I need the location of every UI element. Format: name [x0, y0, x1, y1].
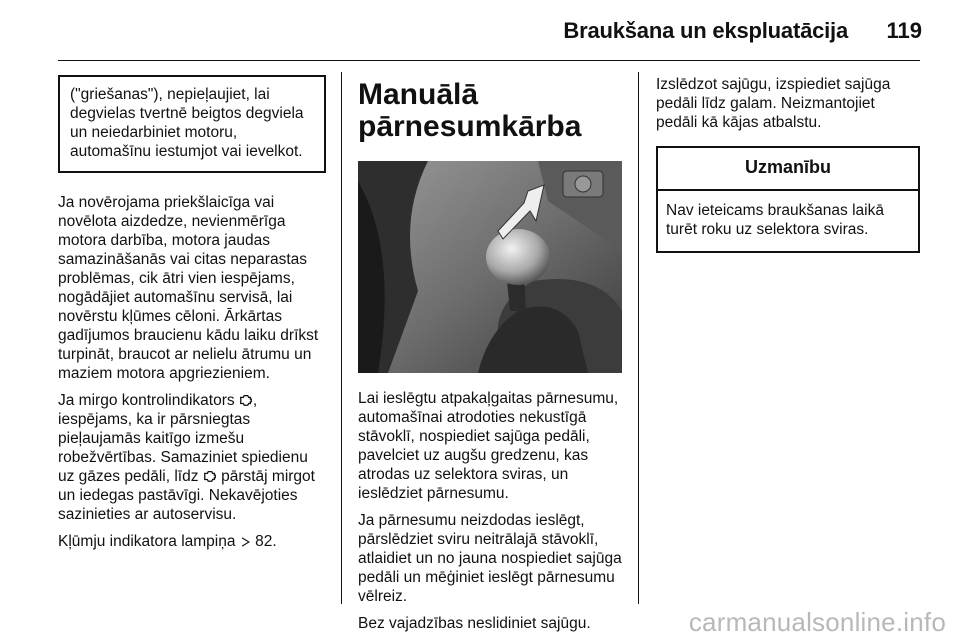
- page-header: [0, 0, 960, 62]
- engine-indicator-icon: [239, 393, 253, 407]
- reference-paragraph: Kļūmju indikatora lampiņa 82.: [58, 533, 277, 550]
- engine-indicator-icon: [203, 469, 217, 483]
- manual-gearbox-heading: Manuālā pārnesumkārba: [358, 78, 582, 143]
- column-3: [656, 75, 920, 253]
- header-divider: [58, 60, 920, 61]
- column-divider-2: [638, 72, 639, 604]
- warning-continuation-text: ("griešanas"), nepieļaujiet, lai degvielas tvertnē beigtos degviela un neiedarbiniet motoru, automašīnu iestumjot vai ievelkot.: [70, 86, 304, 160]
- page-reference-link[interactable]: 82.: [255, 533, 277, 550]
- reverse-gear-paragraph: Lai ieslēgtu atpakaļgaitas pārnesumu, automašīnai atrodoties nekustīgā stāvoklī, nospiediet sajūga pedāli, pavelciet uz augšu gredzenu, kas atrodas uz selektora sviras, un ieslēdziet pārnesumu.: [358, 390, 619, 502]
- gear-lever-illustration: [358, 161, 622, 373]
- warning-continuation-box: [58, 75, 326, 173]
- caution-box: [656, 146, 920, 253]
- page-reference-icon: [240, 536, 251, 548]
- column-2: [358, 75, 624, 641]
- indicator-paragraph: Ja mirgo kontrolindikators , iespējams, ka ir pārsniegtas pieļaujamās kaitīgo izmešu robežvērtības. Samaziniet spiedienu uz gāzes pedāli, līdz pārstāj mirgot un iedegas pastāvīgi. Nekavējoties sazinieties ar autoservisu.: [58, 392, 315, 523]
- column-divider-1: [341, 72, 342, 604]
- watermark: carmanualsonline.info: [688, 607, 946, 637]
- clutch-pedal-paragraph: Izslēdzot sajūgu, izspiediet sajūga pedāli līdz galam. Neizmantojiet pedāli kā kājas atbalstu.: [656, 76, 891, 131]
- caution-text: Nav ieteicams braukšanas laikā turēt roku uz selektora sviras.: [666, 202, 884, 238]
- page-number: 119: [886, 18, 922, 43]
- section-title: Braukšana un ekspluatācija: [563, 18, 848, 43]
- column-1: [58, 75, 326, 559]
- gear-retry-paragraph: Ja pārnesumu neizdodas ieslēgt, pārslēdziet sviru neitrālajā stāvoklī, atlaidiet un no jauna nospiediet sajūga pedāli un mēģiniet ieslēgt pārnesumu vēlreiz.: [358, 512, 622, 605]
- engine-fault-paragraph: Ja novērojama priekšlaicīga vai novēlota aizdedze, nevienmērīga motora darbība, motora jaudas samazināšanās vai citas neparastas problēmas, cik ātri vien iespējams, nogādājiet automašīnu servisā, lai novērstu kļūmes cēloni. Ārkārtas gadījumos braucienu kādu laiku drīkst turpināt, braucot ar nelielu ātrumu un maziem motora apgriezieniem.: [58, 194, 319, 382]
- caution-title: Uzmanību: [658, 148, 918, 191]
- clutch-slip-paragraph: Bez vajadzības neslidiniet sajūgu.: [358, 615, 591, 632]
